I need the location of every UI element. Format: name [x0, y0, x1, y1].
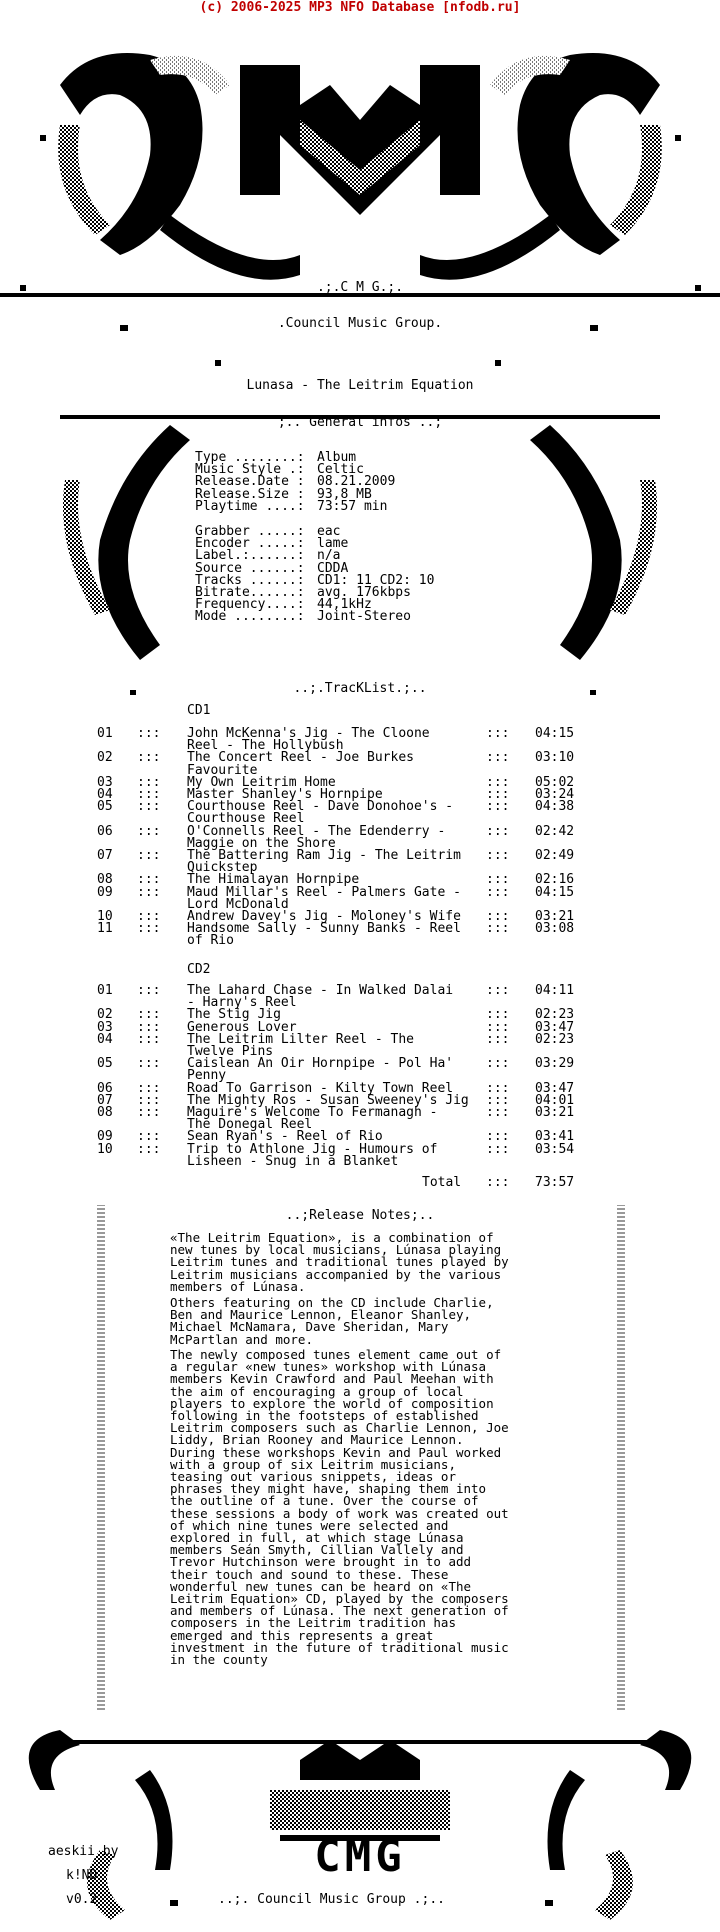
track-separator: :::	[137, 909, 161, 924]
total-time: 73:57	[535, 1175, 575, 1190]
track-title: The Himalayan Hornpipe	[187, 872, 360, 888]
track-separator: :::	[486, 774, 510, 790]
track-separator: :::	[486, 884, 510, 900]
track-title: The Stig Jig	[187, 1007, 281, 1023]
track-separator: :::	[486, 787, 510, 802]
track-number: 06	[97, 823, 113, 839]
track-time: 04:38	[535, 799, 575, 815]
track-separator: :::	[137, 921, 161, 937]
top-logo-art	[0, 25, 720, 345]
tech-info-label: Label.:......:	[195, 548, 305, 564]
tech-info-label: Tracks ......:	[195, 572, 305, 588]
track-separator: :::	[486, 1105, 510, 1120]
track-title: The Concert Reel - Joe Burkes	[187, 750, 414, 766]
tech-info-value: eac	[317, 524, 341, 539]
track-number: 07	[97, 1092, 113, 1108]
track-title: The Mighty Ros - Susan Sweeney's Jig	[187, 1092, 469, 1108]
track-separator: :::	[137, 1092, 161, 1108]
track-separator: :::	[486, 909, 510, 924]
track-time: 02:23	[535, 1031, 575, 1047]
track-time: 02:42	[535, 823, 575, 839]
track-time: 02:16	[535, 872, 575, 888]
track-time: 04:15	[535, 884, 575, 900]
track-separator: :::	[137, 726, 161, 741]
track-title: Quickstep	[187, 860, 258, 876]
cd1-label: CD1	[187, 703, 211, 718]
track-separator: :::	[137, 983, 161, 998]
track-time: 03:08	[535, 921, 575, 937]
general-info-label: Release.Size :	[195, 486, 305, 502]
track-separator: :::	[486, 872, 510, 888]
track-time: 03:21	[535, 909, 575, 924]
cd2-label: CD2	[187, 962, 211, 977]
track-title: - Harny's Reel	[187, 995, 297, 1011]
track-number: 10	[97, 909, 113, 924]
track-title: John McKenna's Jig - The Cloone	[187, 726, 430, 741]
total-separator: :::	[486, 1175, 510, 1190]
tech-info-value: CDDA	[317, 560, 349, 576]
track-time: 03:21	[535, 1105, 575, 1120]
track-title: The Leitrim Lilter Reel - The	[187, 1031, 414, 1047]
credit-line-3: v0.2	[66, 1892, 98, 1907]
bottom-logo-text: CMG	[314, 1831, 406, 1882]
track-separator: :::	[137, 1056, 161, 1072]
track-separator: :::	[486, 921, 510, 937]
track-time: 03:54	[535, 1141, 575, 1157]
track-separator: :::	[486, 1080, 510, 1096]
track-separator: :::	[137, 1105, 161, 1120]
footer-group-name: ..;. Council Music Group .;..	[218, 1892, 445, 1907]
track-separator: :::	[137, 823, 161, 839]
track-number: 08	[97, 872, 113, 888]
tech-info-label: Grabber .....:	[195, 524, 305, 539]
track-title: Twelve Pins	[187, 1044, 274, 1059]
general-info-label: Type ........:	[195, 450, 305, 465]
tech-info-value: Joint-Stereo	[317, 609, 411, 625]
release-notes-header: ..;Release Notes;..	[285, 1208, 435, 1223]
track-title: Penny	[187, 1068, 227, 1084]
general-info-value: Celtic	[317, 462, 364, 478]
group-short-name: .;.C M G.;.	[316, 280, 404, 295]
track-title: Favourite	[187, 762, 258, 778]
tech-info-value: lame	[317, 536, 349, 552]
track-number: 04	[97, 1031, 113, 1047]
track-number: 02	[97, 750, 113, 766]
track-separator: :::	[486, 848, 510, 863]
track-title: Road To Garrison - Kilty Town Reel	[187, 1080, 454, 1096]
track-time: 03:41	[535, 1129, 575, 1145]
track-title: Maguire's Welcome To Fermanagh -	[187, 1105, 438, 1120]
track-title: My Own Leitrim Home	[187, 774, 336, 790]
track-time: 04:01	[535, 1092, 575, 1108]
copyright-banner: (c) 2006-2025 MP3 NFO Database [nfodb.ru]	[199, 0, 521, 15]
track-separator: :::	[137, 1129, 161, 1145]
track-separator: :::	[137, 872, 161, 888]
general-info-label: Release.Date :	[195, 474, 305, 490]
general-info-value: Album	[317, 450, 357, 465]
track-separator: :::	[137, 1031, 161, 1047]
track-separator: :::	[137, 750, 161, 766]
general-info-label: Music Style .:	[195, 462, 305, 478]
tracklist-header: ..;.TracKList.;..	[293, 681, 427, 696]
tech-info-value: n/a	[317, 548, 341, 564]
track-separator: :::	[486, 1129, 510, 1145]
track-separator: :::	[486, 983, 510, 998]
track-title: The Battering Ram Jig - The Leitrim	[187, 848, 461, 863]
total-label: Total	[422, 1175, 462, 1190]
track-number: 05	[97, 1056, 113, 1072]
track-time: 04:15	[535, 726, 575, 741]
track-separator: :::	[486, 726, 510, 741]
track-separator: :::	[137, 1019, 161, 1035]
track-number: 06	[97, 1080, 113, 1096]
track-separator: :::	[486, 1092, 510, 1108]
tech-info-label: Frequency....:	[195, 597, 305, 613]
release-notes-paragraph: Others featuring on the CD include Charlie, Ben and Maurice Lennon, Eleanor Shanley, Michael McNamara, Dave Sheridan, Mary McPartlan and more.	[170, 1295, 494, 1347]
track-number: 08	[97, 1105, 113, 1120]
track-separator: :::	[137, 848, 161, 863]
track-title: Lisheen - Snug in a Blanket	[187, 1153, 399, 1169]
track-separator: :::	[486, 750, 510, 766]
track-time: 05:02	[535, 774, 575, 790]
track-number: 01	[97, 983, 113, 998]
track-separator: :::	[137, 1007, 161, 1023]
track-time: 03:47	[535, 1080, 575, 1096]
track-title: Andrew Davey's Jig - Moloney's Wife	[187, 909, 461, 924]
general-info-label: Playtime ....:	[195, 498, 305, 514]
tech-info-label: Mode ........:	[195, 609, 305, 625]
track-separator: :::	[486, 1019, 510, 1035]
track-title: Sean Ryan's - Reel of Rio	[187, 1129, 383, 1145]
tech-info-value: CD1: 11 CD2: 10	[317, 572, 435, 588]
track-separator: :::	[486, 1007, 510, 1023]
track-separator: :::	[137, 1080, 161, 1096]
notes-right-border	[617, 1205, 625, 1710]
track-separator: :::	[137, 884, 161, 900]
track-title: Courthouse Reel - Dave Donohoe's -	[187, 799, 454, 815]
track-number: 09	[97, 884, 113, 900]
track-number: 09	[97, 1129, 113, 1145]
track-title: Reel - The Hollybush	[187, 738, 344, 754]
track-title: The Donegal Reel	[187, 1117, 313, 1133]
track-separator: :::	[486, 799, 510, 815]
tech-info-value: avg. 176kbps	[317, 585, 411, 600]
general-info-value: 73:57 min	[317, 498, 388, 514]
track-number: 03	[97, 774, 113, 790]
track-separator: :::	[486, 1141, 510, 1157]
track-title: The Lahard Chase - In Walked Dalai	[187, 983, 454, 998]
track-number: 10	[97, 1141, 113, 1157]
track-title: Maud Millar's Reel - Palmers Gate -	[187, 884, 461, 900]
track-time: 04:11	[535, 983, 575, 998]
track-title: Master Shanley's Hornpipe	[187, 787, 383, 802]
track-separator: :::	[486, 823, 510, 839]
track-number: 07	[97, 848, 113, 863]
track-title: O'Connells Reel - The Edenderry -	[187, 823, 446, 839]
track-title: Caislean An Oir Hornpipe - Pol Ha'	[187, 1056, 454, 1072]
track-number: 04	[97, 787, 113, 802]
track-title: Trip to Athlone Jig - Humours of	[187, 1141, 438, 1157]
credit-line-2: k!ND	[66, 1868, 98, 1883]
track-time: 03:24	[535, 787, 575, 802]
track-title: Lord McDonald	[187, 896, 289, 912]
track-number: 02	[97, 1007, 113, 1023]
track-separator: :::	[137, 1141, 161, 1157]
tech-info-value: 44,1kHz	[317, 597, 372, 613]
track-time: 02:23	[535, 1007, 575, 1023]
general-info-value: 93,8 MB	[317, 486, 372, 502]
track-time: 02:49	[535, 848, 575, 863]
track-number: 01	[97, 726, 113, 741]
track-separator: :::	[137, 787, 161, 802]
track-separator: :::	[486, 1031, 510, 1047]
track-time: 03:10	[535, 750, 575, 766]
tech-info-label: Bitrate......:	[195, 585, 305, 600]
track-title: Courthouse Reel	[187, 811, 305, 827]
track-time: 03:29	[535, 1056, 575, 1072]
track-time: 03:47	[535, 1019, 575, 1035]
release-notes-paragraph: «The Leitrim Equation», is a combination of new tunes by local musicians, Lúnasa playing Leitrim tunes and traditional tunes played by Leitrim musicians accompanied by the various members of Lúnasa.	[170, 1230, 509, 1294]
track-number: 11	[97, 921, 113, 937]
track-title: of Rio	[187, 933, 234, 949]
track-number: 03	[97, 1019, 113, 1035]
info-frame-art	[0, 340, 720, 700]
tech-info-label: Source ......:	[195, 560, 305, 576]
group-full-name: .Council Music Group.	[277, 316, 443, 331]
credit-line-1: aeskii by	[48, 1844, 119, 1859]
notes-left-border	[97, 1205, 105, 1710]
track-title: Generous Lover	[187, 1019, 297, 1035]
release-notes-paragraph: The newly composed tunes element came out of a regular «new tunes» workshop with Lúnasa members Kevin Crawford and Paul Meehan with the aim of encouraging a group of local players to explore the world of composition following in the footsteps of established Leitrim composers such as Charlie Lennon, Joe Liddy, Brian Rooney and Maurice Lennon. During these workshops Kevin and Paul worked with a group of six Leitrim musicians, teasing out various snippets, ideas or phrases they might have, shaping them into the outline of a tune. Over the course of these sessions a body of work was created out of which nine tunes were selected and explored in full, at which stage Lúnasa members Seán Smyth, Cillian Vallely and Trevor Hutchinson were brought in to add their touch and sound to these. These wonderful new tunes can be heard on «The Leitrim Equation» CD, played by the composers and members of Lúnasa. The next generation of composers in the Leitrim tradition has emerged and this represents a great investment in the future of traditional music in the county	[170, 1347, 509, 1668]
track-number: 05	[97, 799, 113, 815]
general-info-value: 08.21.2009	[317, 474, 396, 490]
track-separator: :::	[486, 1056, 510, 1072]
release-title: Lunasa - The Leitrim Equation	[246, 378, 474, 393]
track-separator: :::	[137, 799, 161, 815]
track-separator: :::	[137, 774, 161, 790]
track-title: Handsome Sally - Sunny Banks - Reel	[187, 921, 461, 937]
general-infos-header: ;.. General infos ..;	[277, 415, 443, 430]
tech-info-label: Encoder .....:	[195, 536, 305, 552]
track-title: Maggie on the Shore	[187, 835, 336, 851]
